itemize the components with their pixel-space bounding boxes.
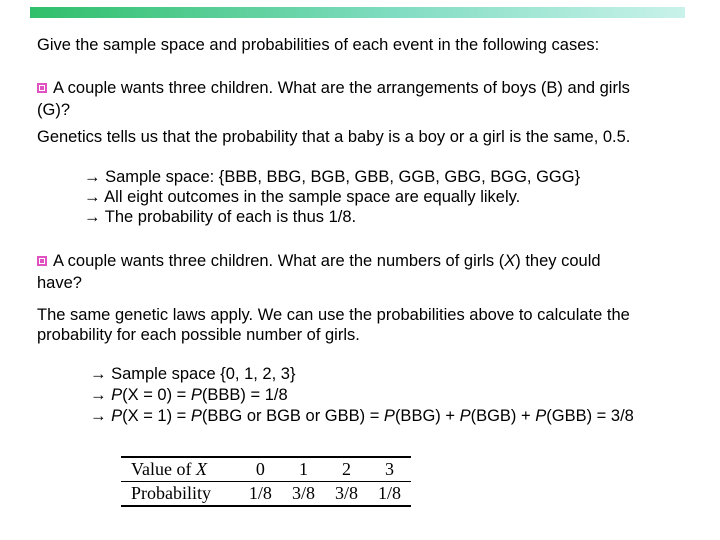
square-bullet-icon xyxy=(37,256,47,266)
case1-bullet-probability: → The probability of each is thus 1/8. xyxy=(84,208,357,226)
case1-bullet-equally-likely: → All eight outcomes in the sample space are equally likely. xyxy=(84,188,521,206)
table-header-value: Value of X xyxy=(121,457,239,482)
table-cell: 1/8 xyxy=(239,482,282,507)
intro-text: Give the sample space and probabilities of each event in the following cases: xyxy=(37,36,600,54)
case2-bullet-p-x0: → P(X = 0) = P(BBB) = 1/8 xyxy=(90,386,288,404)
case2-explanation-line2: probability for each possible number of girls. xyxy=(37,326,360,344)
case1-explanation: Genetics tells us that the probability that a baby is a boy or a girl is the same, 0.5. xyxy=(37,128,631,146)
table-header-probability: Probability xyxy=(121,482,239,507)
case2-bullet-sample-space: → Sample space {0, 1, 2, 3} xyxy=(90,365,296,383)
case2-question-line2: have? xyxy=(37,274,82,292)
probability-table xyxy=(121,456,411,507)
case1-question-line1: A couple wants three children. What are the arrangements of boys (B) and girls xyxy=(37,77,630,99)
square-bullet-icon xyxy=(37,83,47,93)
case2-bullet-p-x1: → P(X = 1) = P(BBG or BGB or GBB) = P(BBG) + P(BGB) + P(GBB) = 3/8 xyxy=(90,407,634,425)
table-row xyxy=(121,482,411,507)
title-accent-bar xyxy=(30,7,685,18)
table-row xyxy=(121,457,411,482)
case1-question-line2: (G)? xyxy=(37,101,70,119)
case1-bullet-sample-space: → Sample space: {BBB, BBG, BGB, GBB, GGB, GBG, BGG, GGG} xyxy=(84,168,581,186)
table-cell: 1 xyxy=(282,457,325,482)
table-cell: 3 xyxy=(368,457,411,482)
table-cell: 3/8 xyxy=(282,482,325,507)
table-cell: 1/8 xyxy=(368,482,411,507)
case2-question-line1: A couple wants three children. What are the numbers of girls (X) they could xyxy=(37,250,601,272)
table-cell: 0 xyxy=(239,457,282,482)
table-cell: 2 xyxy=(325,457,368,482)
table-cell: 3/8 xyxy=(325,482,368,507)
case2-explanation-line1: The same genetic laws apply. We can use the probabilities above to calculate the xyxy=(37,306,630,324)
